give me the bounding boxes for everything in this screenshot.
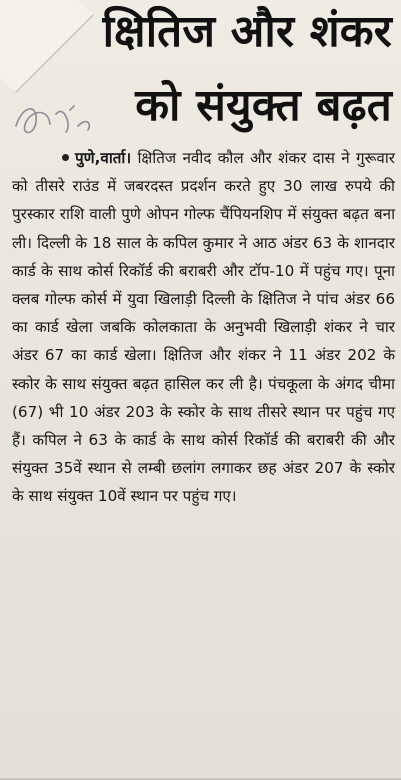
article-text: क्षितिज नवीद कौल और शंकर दास ने गुरूवार को तीसरे राउंड में जबरदस्त प्रदर्शन करते हुए 30 लाख रुपये की पुरस्कार राशि वाली पुणे ओपन गोल्फ चैंपियनशिप में संयुक्त बढ़त बना ली। दिल्ली के 18 साल के कपिल कुमार ने आठ अंडर 63 के शानदार कार्ड के साथ कोर्स रिकॉर्ड की बराबरी और टॉप-10 में पहुंच गए। पूना क्लब गोल्फ कोर्स में युवा खिलाड़ी दिल्ली के क्षितिज ने पांच अंडर 66 का कार्ड खेला जबकि कोलकाता के अनुभवी खिलाड़ी शंकर ने चार अंडर 67 का कार्ड खेला। क्षितिज और शंकर ने 11 अंडर 202 के स्कोर के साथ संयुक्त बढ़त हासिल कर ली है। पंचकूला के अंगद चीमा (67) भी 10 अंडर 203 के स्कोर के साथ तीसरे स्थान पर पहुंच गए हैं। कपिल ने 63 के कार्ड के साथ कोर्स रिकॉर्ड की बराबरी की और संयुक्त 35वें स्थान से लम्बी छलांग लगाकर छह अंडर 207 के स्कोर के साथ संयुक्त 10वें स्थान पर पहुंच गए। [12, 149, 395, 506]
dateline: पुणे,वार्ता। [75, 149, 132, 167]
headline-line-1: क्षितिज और शंकर [102, 6, 392, 57]
article-paragraph [12, 144, 395, 511]
headline-line-2: को संयुक्त बढ़त [135, 80, 392, 131]
bullet-icon [62, 154, 69, 161]
headline [44, 4, 394, 134]
article-body [12, 144, 395, 511]
